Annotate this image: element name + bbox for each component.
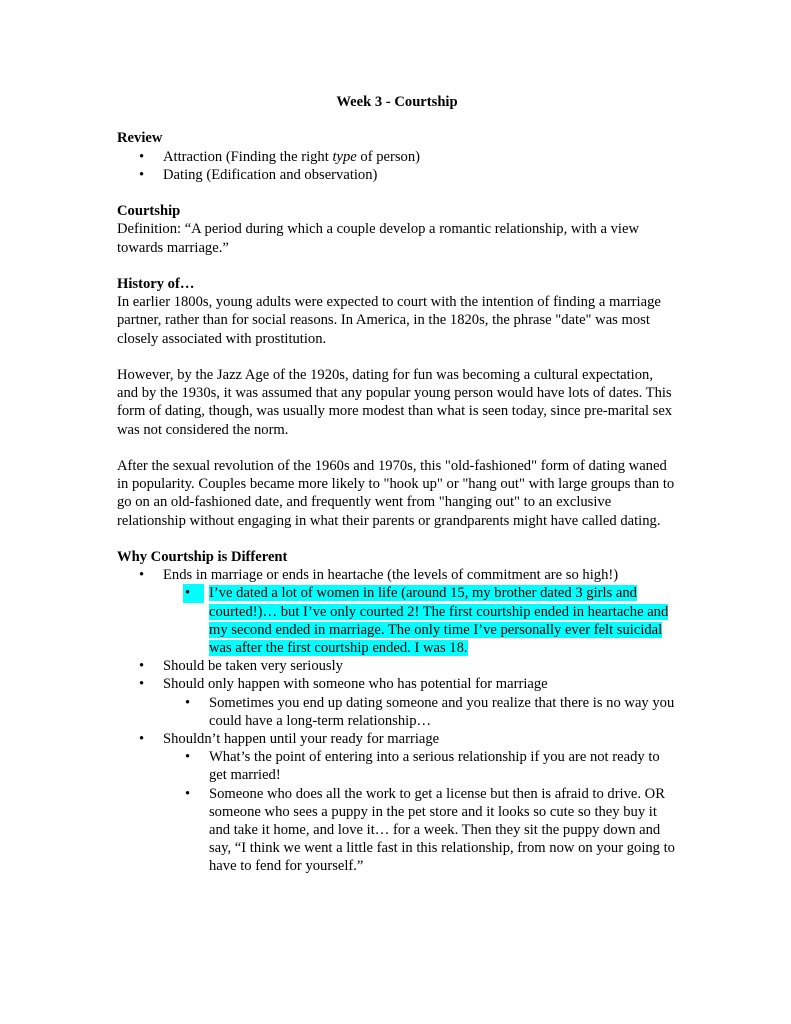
history-heading: History of… <box>117 275 195 292</box>
different-subitem-sometimes: • Sometimes you end up dating someone and you realize that there is no way you could have a long-term relationship… <box>185 694 675 729</box>
bullet: • <box>185 785 191 802</box>
bullet: • <box>185 749 191 766</box>
personal-anecdote-item <box>117 584 677 657</box>
document-body <box>117 93 677 876</box>
different-item-ends-in-marriage: • Ends in marriage or ends in heartache (the levels of commitment are so high!) <box>139 567 619 584</box>
different-subitem-license: • Someone who does all the work to get a license but then is afraid to drive. OR someone who sees a puppy in the pet store and it looks so cute so they buy it and take it home, and love it… for a week. Then they sit the puppy down and say, “I think we went a little fast in this relationship, from now on your going to have to fend for yourself.” <box>185 785 675 875</box>
history-paragraph-2: However, by the Jazz Age of the 1920s, dating for fun was becoming a cultural expectation, and by the 1930s, it was assumed that any popular young person would have lots of dates. This form of dating, though, was usually more modest than what is seen today, since pre-marital sex was not considered the norm. <box>117 366 673 438</box>
bullet: • <box>139 567 145 584</box>
document-title: Week 3 - Courtship <box>336 94 458 110</box>
bullet: • <box>183 584 204 602</box>
different-item-potential: • Should only happen with someone who has potential for marriage <box>139 676 548 693</box>
bullet: • <box>139 731 145 748</box>
review-heading: Review <box>117 130 163 147</box>
highlighted-text: I’ve dated a lot of women in life (around 15, my brother dated 3 girls and courted!)… but I’ve only courted 2! The first courtship ended in heartache and my second ended in marriage. The only time I’ve personally ever felt suicidal was after the first courtship ended. I was 18. <box>209 585 669 656</box>
bullet: • <box>139 658 145 675</box>
different-list <box>117 566 677 875</box>
bullet: • <box>139 676 145 693</box>
review-list <box>117 148 677 184</box>
courtship-heading: Courtship <box>117 203 181 220</box>
review-item-dating: • Dating (Edification and observation) <box>139 166 378 183</box>
bullet: • <box>139 148 145 165</box>
different-item-ready: • Shouldn’t happen until your ready for marriage <box>139 731 440 748</box>
courtship-definition: Definition: “A period during which a couple develop a romantic relationship, with a view towards marriage.” <box>117 221 639 256</box>
different-heading: Why Courtship is Different <box>117 548 288 565</box>
bullet: • <box>139 166 145 183</box>
different-subitem-point: • What’s the point of entering into a serious relationship if you are not ready to get married! <box>185 749 660 784</box>
history-paragraph-3: After the sexual revolution of the 1960s and 1970s, this "old-fashioned" form of dating waned in popularity. Couples became more likely to "hook up" or "hang out" with large groups than to go on an old-fashioned date, and frequently went from "hanging out" to an exclusive relationship without engaging in what their parents or grandparents might have called dating. <box>117 457 675 529</box>
different-item-seriously: • Should be taken very seriously <box>139 658 343 675</box>
history-paragraph-1: In earlier 1800s, young adults were expected to court with the intention of finding a marriage partner, rather than for social reasons. In America, in the 1820s, the phrase "date" was most closely associated with prostitution. <box>117 294 661 347</box>
review-item-attraction: • Attraction (Finding the right type of person) <box>139 148 420 165</box>
bullet: • <box>185 694 191 711</box>
